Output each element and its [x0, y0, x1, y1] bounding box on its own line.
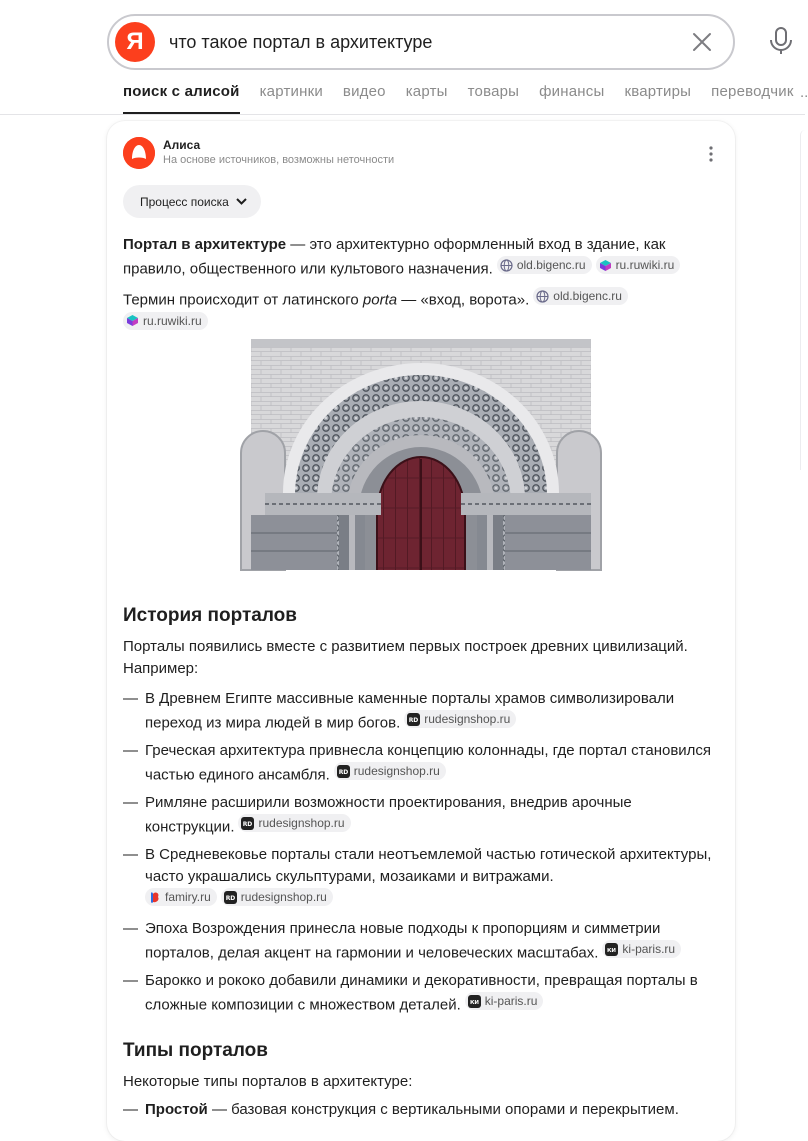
source-chip-rudesignshop[interactable]: RD rudesignshop.ru — [404, 710, 516, 728]
type-name: Простой — [145, 1101, 208, 1118]
rudesignshop-icon — [337, 765, 350, 778]
term-text-end: — «вход, ворота». — [397, 291, 530, 309]
yandex-logo[interactable]: Я — [115, 22, 155, 62]
search-process-label: Процесс поиска — [140, 194, 229, 209]
alice-answer-card — [107, 121, 735, 1141]
search-box[interactable] — [107, 14, 735, 70]
alice-logo-icon — [123, 137, 155, 169]
source-chip-bigenc[interactable]: old.bigenc.ru — [533, 287, 628, 305]
source-chip-bigenc[interactable]: old.bigenc.ru — [497, 256, 592, 274]
term-text: Термин происходит от латинского — [123, 291, 363, 309]
source-chip-famiry[interactable]: famiry.ru — [145, 888, 217, 906]
globe-icon — [536, 290, 549, 303]
tab-maps[interactable]: карты — [405, 83, 448, 100]
tab-products[interactable]: товары — [467, 83, 520, 100]
intro-text: — это архитектурно оформленный вход в здание, как правило, общественного или культового назначения. — [123, 236, 666, 278]
close-icon[interactable] — [689, 29, 715, 55]
list-item: — Барокко и рококо добавили динамики и декоративности, превращая порталы в сложные композиции с множеством деталей. КИ ki-paris.ru — [123, 972, 698, 1014]
svg-text:RD: RD — [225, 894, 236, 902]
search-process-button[interactable] — [123, 185, 261, 218]
source-chip-ruwiki[interactable]: ru.ruwiki.ru — [596, 256, 681, 274]
svg-text:КИ: КИ — [469, 999, 479, 1006]
term-latin: porta — [362, 291, 398, 309]
types-heading: Типы порталов — [123, 1040, 268, 1061]
svg-text:КИ: КИ — [607, 947, 617, 954]
svg-text:RD: RD — [408, 716, 419, 724]
answer-author: Алиса — [163, 138, 201, 152]
famiry-icon — [148, 891, 161, 904]
types-intro: Некоторые типы порталов в архитектуре: — [123, 1073, 413, 1090]
source-chip-rudesignshop[interactable]: RD rudesignshop.ru — [221, 888, 333, 906]
tab-translator[interactable]: переводчик — [711, 83, 794, 100]
tab-alice-search[interactable]: поиск с алисой — [123, 82, 240, 114]
intro-paragraph — [123, 234, 723, 281]
list-item: — В Средневековье порталы стали неотъемлемой частью готической архитектуры, часто украшались скульптурами, мозаиками и витражами. famiry.ru RD rudesignshop.ru — [123, 846, 712, 904]
term-paragraph — [123, 287, 723, 336]
answer-disclaimer: На основе источников, возможны неточности — [163, 154, 395, 166]
list-item-text: Барокко и рококо добавили динамики и декоративности, превращая порталы в сложные композиции с множеством деталей. — [145, 972, 698, 1014]
source-chip-kiparis[interactable]: КИ ki-paris.ru — [602, 940, 681, 958]
list-item: — Простой — базовая конструкция с вертикальными опорами и перекрытием. — [123, 1101, 679, 1118]
list-item: — В Древнем Египте массивные каменные порталы храмов символизировали переход из мира людей в мир богов. RD rudesignshop.ru — [123, 690, 675, 732]
ruwiki-icon — [599, 259, 612, 272]
tab-overflow: .. — [800, 84, 808, 101]
source-chip-kiparis[interactable]: КИ ki-paris.ru — [465, 992, 544, 1010]
source-chip-rudesignshop[interactable]: RD rudesignshop.ru — [334, 762, 446, 780]
tab-images[interactable]: картинки — [259, 83, 323, 100]
list-item: — Эпоха Возрождения принесла новые подходы к пропорциям и симметрии порталов, делая акцент на гармонии и человеческих масштабах. КИ ki-paris.ru — [123, 918, 723, 965]
more-options-icon[interactable] — [705, 145, 717, 163]
intro-term: Портал в архитектуре — [123, 236, 287, 253]
list-item-text: В Средневековье порталы стали неотъемлемой частью готической архитектуры, часто украшались скульптурами, мозаиками и витражами. — [145, 846, 712, 885]
kiparis-icon — [468, 995, 481, 1008]
list-item-text: Римляне расширили возможности проектирования, внедрив арочные конструкции. — [145, 794, 632, 836]
svg-text:RD: RD — [243, 820, 253, 828]
source-chip-ruwiki[interactable]: ru.ruwiki.ru — [123, 312, 208, 330]
ruwiki-icon — [126, 314, 139, 327]
list-item-text: Греческая архитектура привнесла концепцию колоннады, где портал становился частью единого ансамбля. — [145, 742, 712, 784]
rudesignshop-icon — [224, 891, 237, 904]
list-item: — Римляне расширили возможности проектирования, внедрив арочные конструкции. RD rudesignshop.ru — [123, 794, 632, 836]
list-item-text: В Древнем Египте массивные каменные порталы храмов символизировали переход из мира людей в мир богов. — [145, 690, 675, 732]
search-tabs — [123, 82, 794, 114]
tab-apartments[interactable]: квартиры — [624, 83, 692, 100]
list-item: — Греческая архитектура привнесла концепцию колоннады, где портал становился частью единого ансамбля. RD rudesignshop.ru — [123, 742, 712, 784]
history-heading: История порталов — [123, 605, 297, 626]
tab-video[interactable]: видео — [342, 83, 386, 100]
history-intro: Порталы появились вместе с развитием первых построек древних цивилизаций. Например: — [123, 638, 688, 677]
type-description: — базовая конструкция с вертикальными опорами и перекрытием. — [207, 1101, 679, 1118]
microphone-icon[interactable] — [767, 26, 795, 56]
search-input[interactable]: что такое портал в архитектуре — [169, 32, 433, 52]
chevron-down-icon — [236, 198, 247, 205]
svg-text:RD: RD — [338, 768, 349, 776]
globe-icon — [500, 259, 513, 272]
list-item-text: Эпоха Возрождения принесла новые подходы к пропорциям и симметрии порталов, делая акцент на гармонии и человеческих масштабах. — [145, 920, 661, 962]
rudesignshop-icon — [407, 713, 420, 726]
kiparis-icon — [605, 943, 618, 956]
side-panel-edge — [800, 130, 805, 470]
header-divider — [0, 114, 805, 115]
portal-photo[interactable] — [251, 343, 591, 570]
rudesignshop-icon — [241, 817, 254, 830]
tab-finance[interactable]: финансы — [539, 83, 605, 100]
source-chip-rudesignshop[interactable]: RD rudesignshop.ru — [238, 814, 350, 832]
